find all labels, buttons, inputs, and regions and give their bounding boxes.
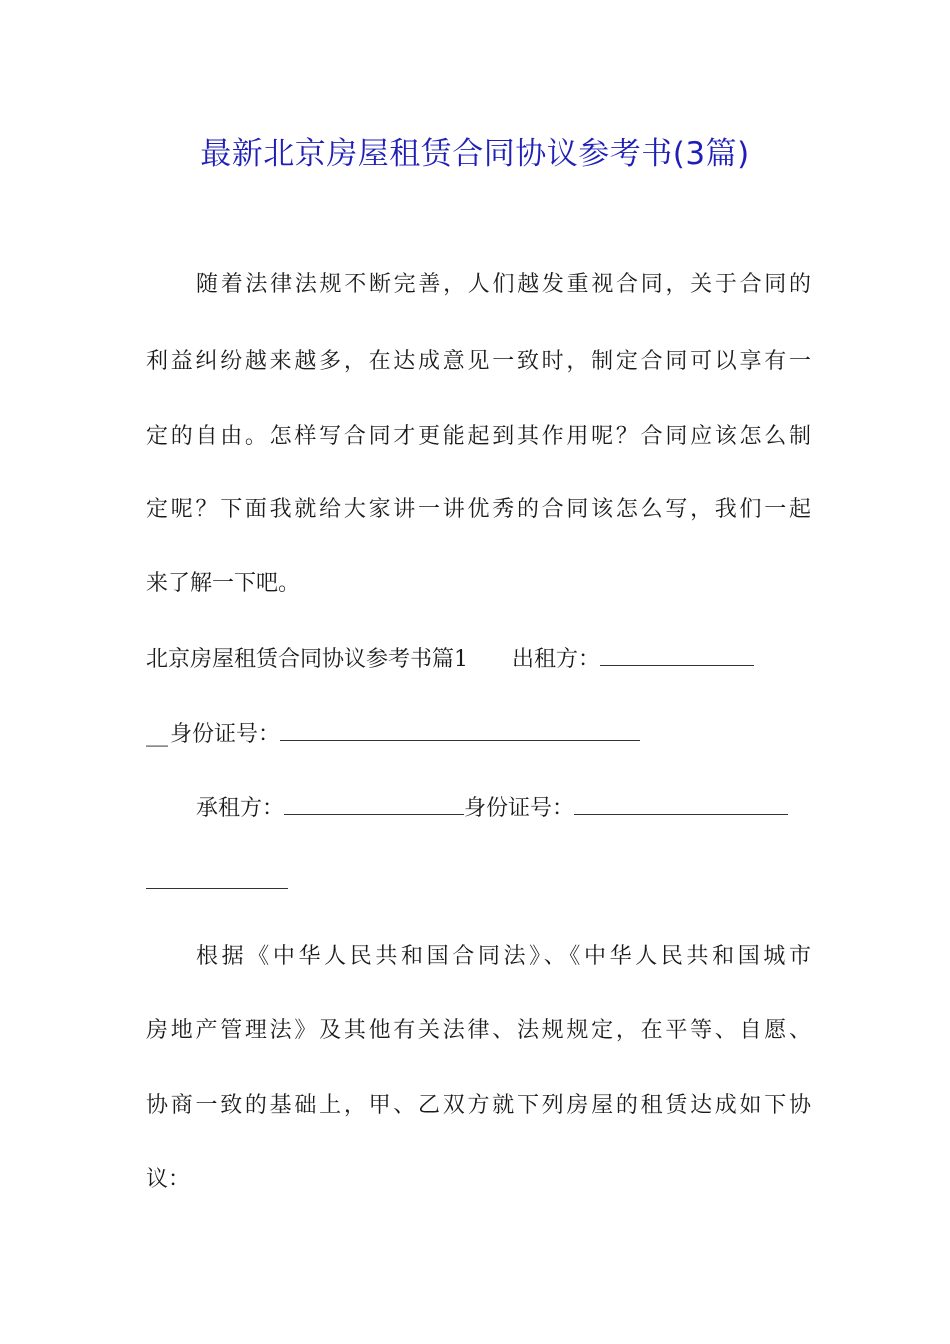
basis-line-4: 议：	[146, 1167, 191, 1192]
lessee-row	[146, 788, 811, 828]
lessor-id-label: 身份证号：	[170, 722, 281, 747]
lessor-id-prefix: __	[146, 722, 168, 747]
lessee-id-label: 身份证号：	[464, 796, 575, 821]
section-1-heading: 北京房屋租赁合同协议参考书篇1	[146, 647, 468, 672]
lessor-id-row	[146, 714, 811, 754]
intro-line-3: 定的自由。怎样写合同才更能起到其作用呢？合同应该怎么制	[146, 424, 811, 449]
basis-line-2: 房地产管理法》及其他有关法律、法规规定，在平等、自愿、	[146, 1018, 811, 1043]
lessor-label: 出租方：	[512, 647, 601, 672]
document-title: 最新北京房屋租赁合同协议参考书(3篇)	[200, 136, 750, 172]
intro-line-4: 定呢？下面我就给大家讲一讲优秀的合同该怎么写，我们一起	[146, 497, 811, 522]
lessor-name-blank	[600, 639, 754, 666]
basis-line-1: 根据《中华人民共和国合同法》、《中华人民共和国城市	[196, 944, 811, 969]
lessee-id-blank-continued	[146, 862, 288, 889]
lessee-label: 承租方：	[196, 796, 285, 821]
intro-line-1: 随着法律法规不断完善，人们越发重视合同，关于合同的	[196, 272, 811, 297]
intro-line-5: 来了解一下吧。	[146, 571, 301, 596]
lessee-id-blank	[574, 788, 788, 815]
lessee-id-continuation	[146, 862, 811, 902]
intro-line-2: 利益纠纷越来越多，在达成意见一致时，制定合同可以享有一	[146, 349, 811, 374]
section-1-heading-row	[146, 639, 811, 679]
basis-line-3: 协商一致的基础上，甲、乙双方就下列房屋的租赁达成如下协	[146, 1093, 811, 1118]
lessee-name-blank	[284, 788, 464, 815]
lessor-id-blank	[280, 714, 640, 741]
